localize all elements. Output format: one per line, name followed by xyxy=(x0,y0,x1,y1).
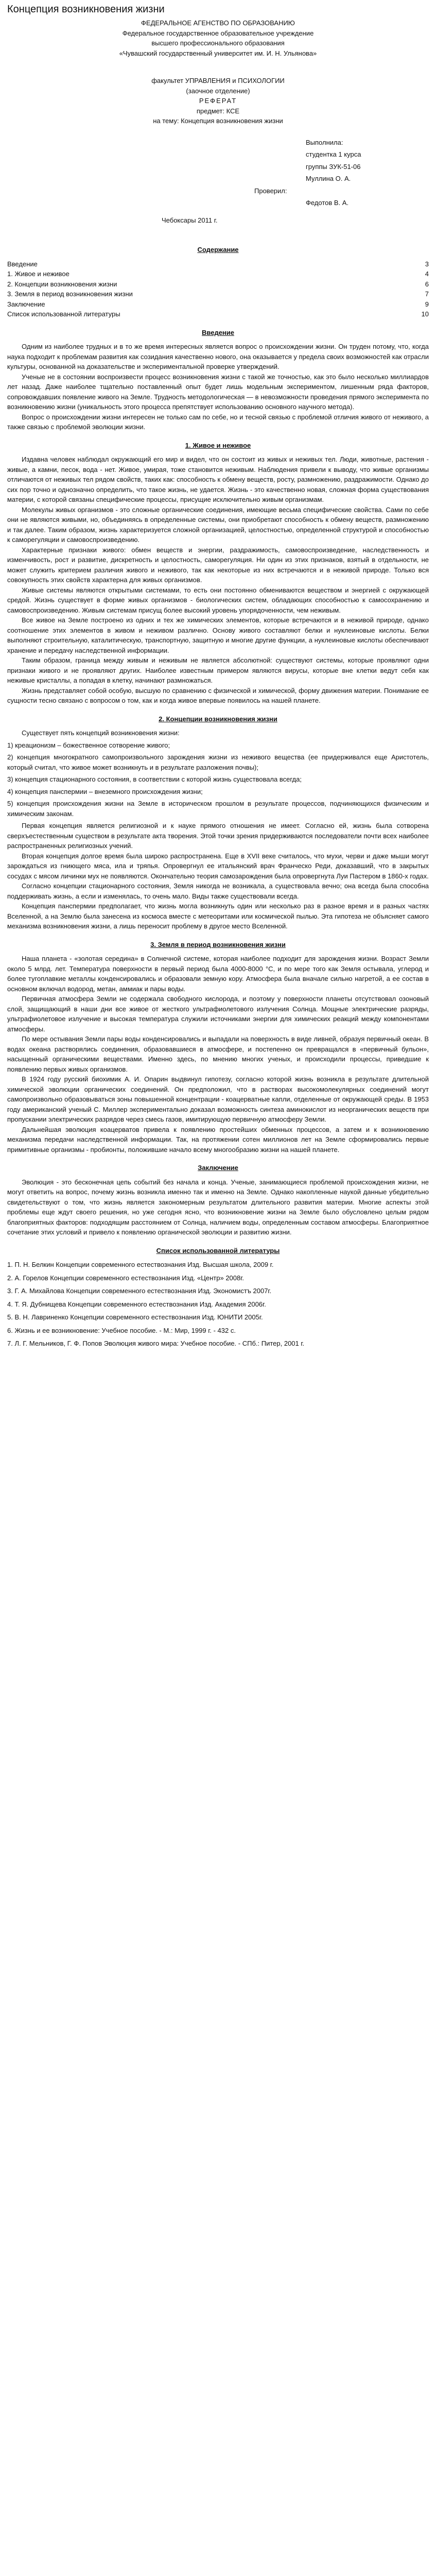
topic-line: на тему: Концепция возникновения жизни xyxy=(153,117,283,125)
teacher-name: Федотов В. А. xyxy=(306,199,349,207)
body-paragraph: Жизнь представляет собой особую, высшую по сравнению с физической и химической, форму движения материи. Понимание ее сущности тесно связано с вопросом о том, как и когда живое впервые появилось на нашей планете. xyxy=(7,686,429,704)
concept-list-item: 4) концепция панспермии – внеземного происхождения жизни; xyxy=(7,787,203,795)
body-paragraph: Ученые не в состоянии воспроизвести процесс возникновения жизни с такой же точностью, как это было несколько миллиардов лет назад. Даже наиболее тщательно поставленный опыт будет лишь модельным экспериментом, лишенным ряда факторов, сопровождавших появление живого на Земле. Трудность методологическая — в невозможности проведения прямого эксперимента по возникновению жизни (уникальность этого процесса препятствует использованию основного научного метода). xyxy=(7,372,429,411)
section2-heading: 2. Концепции возникновения жизни xyxy=(159,715,277,723)
institution-line-3: «Чувашский государственный университет им. И. Н. Ульянова» xyxy=(119,49,317,57)
body-paragraph: Первичная атмосфера Земли не содержала свободного кислорода, и поэтому у поверхности планеты отсутствовал озоновый слой, защищающий в наши дни все живое от жесткого ультрафиолетового излучения Солнца. Мощные электрические разряды, ультрафиолетовое излучение и высокая температура служили источниками энергии для химических реакций между компонентами атмосферы. xyxy=(7,995,429,1033)
body-paragraph: В 1924 году русский биохимик А. И. Опарин выдвинул гипотезу, согласно которой жизнь возникла в результате длительной химической эволюции органических соединений. Он предположил, что в растворах высокомолекулярных соединений могут самопроизвольно образовываться зоны повышенной концентрации - коацерватные капли, отделенные от окружающей среды. В 1953 году американский ученый С. Миллер экспериментально доказал возможность синтеза аминокислот из неорганических веществ при пропускании электрических разрядов через смесь газов, имитирующую первичную атмосферу Земли. xyxy=(7,1075,429,1123)
toc-item-title: Введение xyxy=(7,260,38,268)
body-paragraph: Характерные признаки живого: обмен веществ и энергии, раздражимость, самовоспроизведение, наследственность и изменчивость, рост и развитие, дискретность и целостность, саморегуляция. Ни один из этих признаков, взятый в отдельности, не может служить критерием различия живого и неживого, так как некоторые из них встречаются и в неживой природе. Только вся совокупность этих свойств характерна для живых организмов. xyxy=(7,546,429,584)
section-earth xyxy=(7,940,429,1155)
toc-item-page: 10 xyxy=(421,310,429,318)
literature-section xyxy=(7,1246,429,1349)
toc-item-page: 4 xyxy=(425,270,429,278)
toc-item-page: 3 xyxy=(425,260,429,268)
toc-row xyxy=(7,279,429,290)
section2-body xyxy=(7,821,429,931)
performed-label: Выполнила: xyxy=(306,138,343,146)
literature-item: 7. Л. Г. Мельников, Г. Ф. Попов Эволюция живого мира: Учебное пособие. - СПб.: Питер, 2001 г. xyxy=(7,1340,305,1347)
checked-label: Проверил: xyxy=(254,187,287,195)
body-paragraph: Одним из наиболее трудных и в то же время интересных является вопрос о происхождении жизни. Он труден потому, что, когда наука подходит к проблемам развития как созидания качественно нового, она оказывается у предела своих возможностей как отрасли культуры, основанной на доказательстве и экспериментальной проверке утверждений. xyxy=(7,343,429,370)
toc-row xyxy=(7,289,429,299)
body-paragraph: Вторая концепция долгое время была широко распространена. Еще в XVII веке считалось, что мухи, черви и даже мыши могут зарождаться из гниющего мяса, ила и тряпья. Опровергнул ее итальянский врач Франческо Реди, доказавший, что в закрытых сосудах с мясом личинки мух не появляются. Окончательно теория самозарождения была опровергнута Луи Пастером в 1860-х годах. xyxy=(7,852,429,880)
toc-row xyxy=(7,259,429,269)
body-paragraph: Все живое на Земле построено из одних и тех же химических элементов, которые встречаются и в неживой природе, однако соотношение этих элементов в живом и неживом различно. Основу живого составляют белки и нуклеиновые кислоты. Белки выполняют строительную, каталитическую, транспортную, защитную и многие другие функции, а нуклеиновые кислоты обеспечивают хранение и передачу наследственной информации. xyxy=(7,616,429,654)
body-paragraph: Наша планета - «золотая середина» в Солнечной системе, которая наиболее подходит для зарождения жизни. Возраст Земли около 5 млрд. лет. Температура поверхности в первый период была 4000-8000 °С, и по мере того как Земля остывала, углерод и более тугоплавкие металлы конденсировались и образовали земную кору. Атмосфера была вначале сильно нагретой, а ее состав в основном включал водород, метан, аммиак и пары воды. xyxy=(7,955,429,993)
toc-item-title: 1. Живое и неживое xyxy=(7,270,69,278)
institution-line-1: Федеральное государственное образовательное учреждение xyxy=(122,29,314,37)
concept-list-item: 1) креационизм – божественное сотворение живого; xyxy=(7,741,170,749)
institution-line-2: высшего профессионального образования xyxy=(151,39,285,47)
body-paragraph: По мере остывания Земли пары воды конденсировались и выпадали на поверхность в виде ливней, образуя первичный океан. В водах океана растворялись соединения, образовавшиеся в атмосфере, и постепенно он превращался в «первичный бульон», насыщенный органическими веществами. Именно здесь, по мнению многих ученых, и происходили процессы, приведшие к появлению первых живых организмов. xyxy=(7,1035,429,1073)
toc-row xyxy=(7,269,429,279)
city-year: Чебоксары 2011 г. xyxy=(162,216,218,224)
department-line: (заочное отделение) xyxy=(186,87,250,95)
body-paragraph: Таким образом, граница между живым и неживым не является абсолютной: существуют системы, которые проявляют одни признаки живого и не проявляют других. Наиболее известным примером являются вирусы, которые вне клетки ведут себя как неживые кристаллы, а попадая в клетку, начинают размножаться. xyxy=(7,656,429,684)
concepts-list xyxy=(7,740,429,819)
agency-line: ФЕДЕРАЛЬНОЕ АГЕНСТВО ПО ОБРАЗОВАНИЮ xyxy=(141,19,295,27)
body-paragraph: Вопрос о происхождении жизни интересен не только сам по себе, но и тесной связью с проблемой отличия живого от неживого, а также связью с проблемой эволюции жизни. xyxy=(7,413,429,431)
body-paragraph: Согласно концепции стационарного состояния, Земля никогда не возникала, а существовала вечно; она всегда была способна поддерживать жизнь, а если и изменялась, то очень мало. Виды также существовали всегда. xyxy=(7,882,429,900)
title-page xyxy=(7,18,429,225)
concept-list-item: 3) концепция стационарного состояния, в соответствии с которой жизнь существовала всегда; xyxy=(7,775,302,783)
literature-item: 3. Г. А. Михайлова Концепции современного естествознания Изд. Экономистъ 2007г. xyxy=(7,1287,272,1295)
document-title: Концепция возникновения жизни xyxy=(7,4,165,15)
author-block xyxy=(254,138,429,208)
section3-heading: 3. Земля в период возникновения жизни xyxy=(150,940,286,948)
introduction-section xyxy=(7,328,429,432)
subject-line: предмет: КСЕ xyxy=(196,107,240,115)
literature-item: 4. Т. Я. Дубнищева Концепции современного естествознания Изд. Академия 2006г. xyxy=(7,1300,266,1308)
toc-item-title: 2. Концепции возникновения жизни xyxy=(7,280,117,288)
section1-heading: 1. Живое и неживое xyxy=(185,441,251,449)
student-group: группы ЗУК-51-06 xyxy=(306,162,361,171)
literature-item: 5. В. Н. Лавриненко Концепции современного естествознания Изд. ЮНИТИ 2005г. xyxy=(7,1313,263,1321)
table-of-contents xyxy=(7,245,429,319)
conclusion-section xyxy=(7,1163,429,1238)
toc-item-title: Список использованной литературы xyxy=(7,310,120,318)
literature-list xyxy=(7,1260,429,1349)
toc-item-title: 3. Земля в период возникновения жизни xyxy=(7,290,133,298)
literature-heading: Список использованной литературы xyxy=(156,1246,280,1255)
faculty-line: факультет УПРАВЛЕНИЯ и ПСИХОЛОГИИ xyxy=(151,77,285,84)
section-concepts xyxy=(7,714,429,931)
body-paragraph: Издавна человек наблюдал окружающий его мир и видел, что он состоит из живых и неживых тел. Люди, животные, растения - живые, а камни, песок, вода - нет. Живое, умирая, тоже становится неживым. Наблюдения привели к выводу, что живые организмы отличаются от неживых тел рядом свойств, таких как: способность к обмену веществ, росту, размножению, раздражимости. Однако до сих пор точно и однозначно определить, что такое жизнь, не удается. Жизнь - это качественно новая, сложная форма существования материи, с которой связаны специфические процессы, присущие исключительно живым организмам. xyxy=(7,455,429,503)
body-paragraph: Живые системы являются открытыми системами, то есть они постоянно обмениваются веществом и энергией с окружающей средой. Жизнь существует в форме живых организмов - биологических систем, обладающих способностью к самосохранению и самовоспроизведению. Живым системам присущ более высокий уровень упорядоченности, чем неживым. xyxy=(7,586,429,614)
concept-list-item: 2) концепция многократного самопроизвольного зарождения жизни из неживого вещества (ее придерживался еще Аристотель, который считал, что живое может возникнуть и в результате разложения почвы); xyxy=(7,753,429,771)
work-type: РЕФЕРАТ xyxy=(199,97,237,105)
student-name: Муллина О. А. xyxy=(306,175,351,182)
body-paragraph: Молекулы живых организмов - это сложные органические соединения, имеющие весьма специфические свойства. Сами по себе они не являются живыми, но, объединяясь в определенные системы, они приобретают способность к обмену веществ, размножению и так далее. Таким образом, жизнь характеризуется сложной организацией, целостностью, определенной структурой и способностью к саморегуляции и самовоспроизведению. xyxy=(7,505,429,544)
student-course: студентка 1 курса xyxy=(306,150,361,158)
concept-list-item: 5) концепция происхождения жизни на Земле в историческом прошлом в результате процессов, подчиняющихся физическим и химическим законам. xyxy=(7,800,429,818)
conclusion-body xyxy=(7,1177,429,1238)
literature-item: 2. А. Горелов Концепции современного естествознания Изд. «Центр» 2008г. xyxy=(7,1274,245,1282)
section3-body xyxy=(7,954,429,1155)
body-paragraph: Первая концепция является религиозной и к науке прямого отношения не имеет. Согласно ей, жизнь была сотворена сверхъестественным существом в результате акта творения. Этой точки зрения придерживаются последователи почти всех наиболее распространенных религиозных учений. xyxy=(7,822,429,850)
body-paragraph: Концепция панспермии предполагает, что жизнь могла возникнуть один или несколько раз в разное время и в разных частях Вселенной, а на Землю была занесена из космоса вместе с метеоритами или космической пылью. Эта гипотеза не объясняет самого механизма возникновения жизни, а лишь переносит проблему в другое место Вселенной. xyxy=(7,902,429,930)
section-living-nonliving xyxy=(7,440,429,706)
toc-row xyxy=(7,309,429,319)
toc-item-page: 6 xyxy=(425,280,429,288)
conclusion-heading: Заключение xyxy=(198,1164,238,1172)
toc-item-title: Заключение xyxy=(7,300,45,308)
section2-lead: Существует пять концепций возникновения жизни: xyxy=(22,729,180,737)
intro-heading: Введение xyxy=(202,328,234,336)
toc-row xyxy=(7,299,429,310)
literature-item: 1. П. Н. Белкин Концепции современного естествознания Изд. Высшая школа, 2009 г. xyxy=(7,1261,274,1268)
toc-item-page: 7 xyxy=(425,290,429,298)
toc-table xyxy=(7,259,429,319)
body-paragraph: Эволюция - это бесконечная цепь событий без начала и конца. Ученые, занимающиеся проблемой происхождения жизни, не могут ответить на вопрос, почему жизнь возникла именно так и именно на Земле. Однако накопленные наукой данные убедительно свидетельствуют о том, что жизнь является закономерным результатом длительного развития материи. Многие аспекты этой проблемы еще ждут своего решения, но уже сегодня ясно, что возникновение жизни на Земле было обусловлено целым рядом благоприятных факторов: подходящим расстоянием от Солнца, наличием воды, определенным составом атмосферы. Благоприятное сочетание этих условий и привело к появлению органической эволюции и развитию жизни. xyxy=(7,1178,429,1236)
body-paragraph: Дальнейшая эволюция коацерватов привела к появлению простейших обменных процессов, а затем и к возникновению механизма передачи наследственной информации. Так, на протяжении сотен миллионов лет на Земле сформировались первые примитивные организмы - пробионты, положившие начало всему многообразию жизни на нашей планете. xyxy=(7,1125,429,1154)
toc-item-page: 9 xyxy=(425,300,429,308)
literature-item: 6. Жизнь и ее возникновение: Учебное пособие. - М.: Мир, 1999 г. - 432 с. xyxy=(7,1326,236,1334)
section1-body xyxy=(7,454,429,706)
intro-body xyxy=(7,342,429,432)
toc-heading: Содержание xyxy=(197,246,239,253)
